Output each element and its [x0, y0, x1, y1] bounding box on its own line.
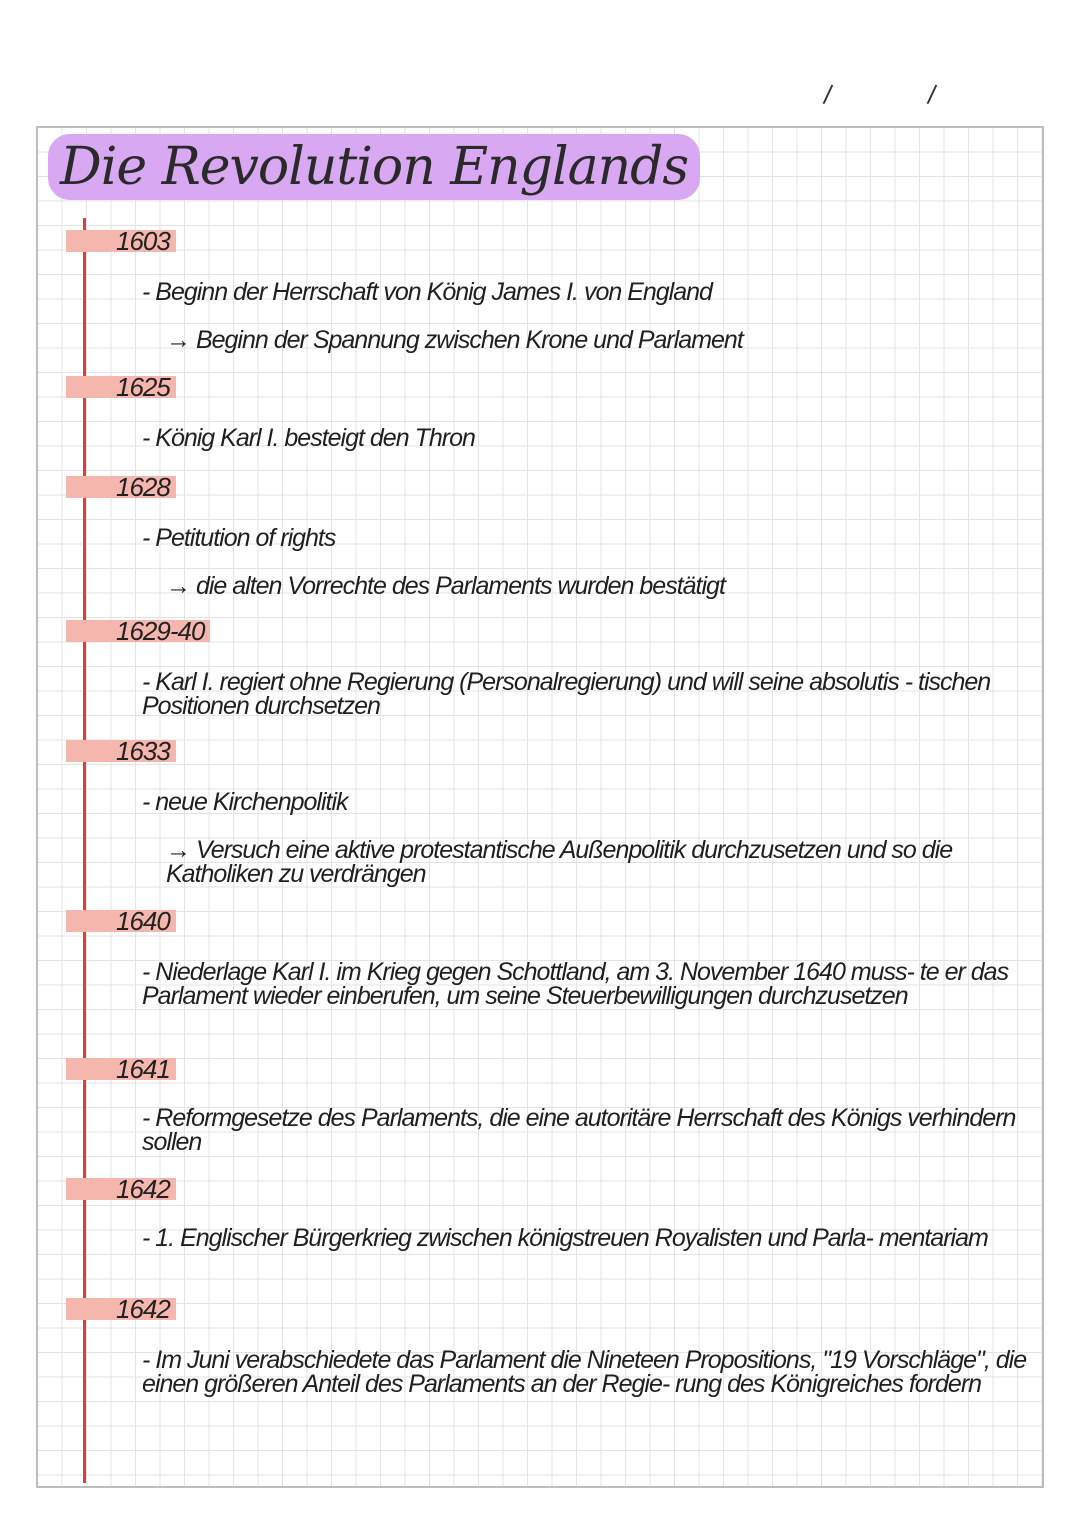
timeline-year-1640: 1640 [66, 910, 176, 932]
timeline-entry-text: → die alten Vorrechte des Parlaments wurden bestätigt [166, 572, 725, 600]
timeline-year-1603: 1603 [66, 230, 176, 252]
timeline-year-1625: 1625 [66, 376, 176, 398]
timeline-entry-text: → Beginn der Spannung zwischen Krone und Parlament [166, 326, 743, 354]
timeline-entry-text: - 1. Englischer Bürgerkrieg zwischen königstreuen Royalisten und Parla- mentariam [142, 1224, 988, 1252]
timeline-year-1642-b: 1642 [66, 1298, 176, 1320]
timeline-year-1628: 1628 [66, 476, 176, 498]
date-slash-day: / [822, 79, 835, 109]
timeline-entry-text: - Im Juni verabschiedete das Parlament die Nineteen Propositions, "19 Vorschläge", die einen größeren Anteil des Parlaments an der Regie- rung des Königreiches fordern [142, 1346, 1027, 1398]
timeline-entry-text: - Beginn der Herrschaft von König James I. von England [142, 278, 712, 306]
timeline-entry-text: → Versuch eine aktive protestantische Außenpolitik durchzusetzen und so die Katholiken zu verdrängen [166, 836, 953, 888]
timeline-year-1629-40: 1629-40 [66, 620, 210, 642]
page-title: Die Revolution Englands [48, 134, 700, 200]
timeline-line [83, 218, 86, 1483]
timeline-entry-text: - Niederlage Karl I. im Krieg gegen Schottland, am 3. November 1640 muss- te er das Parlament wieder einberufen, um seine Steuerbewilligungen durchzusetzen [142, 958, 1009, 1010]
timeline-year-1642: 1642 [66, 1178, 176, 1200]
notebook-page [36, 126, 1044, 1488]
timeline-entry-text: - neue Kirchenpolitik [142, 788, 348, 816]
timeline-year-1641: 1641 [66, 1058, 176, 1080]
timeline-entry-text: - Karl I. regiert ohne Regierung (Personalregierung) und will seine absolutis - tischen Positionen durchsetzen [142, 668, 991, 720]
timeline-entry-text: - Petitution of rights [142, 524, 336, 552]
date-slash-month: / [926, 79, 939, 109]
timeline-entry-text: - König Karl I. besteigt den Thron [142, 424, 475, 452]
timeline-year-1633: 1633 [66, 740, 176, 762]
timeline-entry-text: - Reformgesetze des Parlaments, die eine autoritäre Herrschaft des Königs verhindern sollen [142, 1104, 1016, 1156]
